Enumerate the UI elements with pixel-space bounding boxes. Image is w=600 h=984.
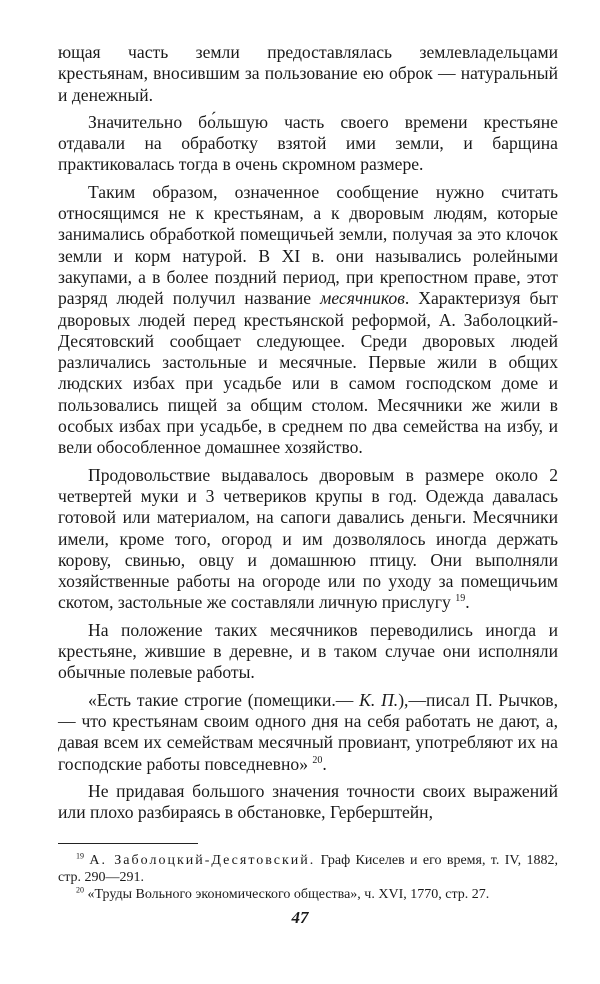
paragraph-6-text-after: ),—писал П. Рычков,— что крестьянам своим одного дня на себя работать не дают, а, давая всем их семействам месячный провиант, употребляют их на господские работы повседневно» (58, 689, 558, 774)
paragraph-2-text: Значительно бо́льшую часть своего времени крестьяне отдавали на обработку взятой ими земли, и барщина практиковалась тогда в очень скромном размере. (58, 111, 558, 175)
footnote-19-author: А. Заболоцкий-Десятовский. (89, 853, 316, 869)
paragraph-6-text-before: «Есть такие строгие (помещики.— (88, 689, 360, 710)
footnote-ref-20[interactable]: 20 (312, 754, 323, 766)
footnote-19-number: 19 (76, 851, 84, 861)
footnote-ref-19[interactable]: 19 (455, 593, 466, 605)
paragraph-6-emphasis: К. П. (359, 689, 399, 710)
paragraph-3-emphasis: месячников (320, 288, 405, 309)
footnote-20-text: «Труды Вольного экономического общества», ч. XVI, 1770, стр. 27. (87, 887, 490, 903)
footnote-20-number: 20 (76, 885, 84, 895)
paragraph-7-text: Не придавая большого значения точности своих выражений или плохо разбираясь в обстановке, Герберштейн, (58, 780, 558, 823)
paragraph-4: Продовольствие выдавалось дворовым в размере около 2 четвертей муки и 3 четвериков крупы в год. Одежда давалась готовой или материалом, на сапоги давались деньги. Месячники имели, кроме того, огород и им дозволялось иногда держать корову, свинью, овцу и домашнюю птицу. Они выполняли хозяйственные работы на огороде или по уходу за помещичьим скотом, застольные же составляли личную прислугу $^{19}$. (58, 464, 558, 613)
paragraph-3-text-before: Таким образом, означенное сообщение нужно считать относящимся не к крестьянам, а к дворовым людям, которые занимались обработкой помещичьей земли, получая за это клочок земли и корм натурой. В XI в. они назывались ролейными закупами, а в более поздний период, при крепостном праве, этот разряд людей получил название (58, 181, 558, 309)
footnote-divider (58, 843, 198, 844)
paragraph-4-text: Продовольствие выдавалось дворовым в размере около 2 четвертей муки и 3 четвериков крупы в год. Одежда давалась готовой или материалом, на сапоги давались деньги. Месячники имели, кроме того, огород и им дозволялось иногда держать корову, свинью, овцу и домашнюю птицу. Они выполняли хозяйственные работы на огороде или по уходу за помещичьим скотом, застольные же составляли личную прислугу (58, 464, 558, 613)
paragraph-6: «Есть такие строгие (помещики.— К. П.),—писал П. Рычков,— что крестьянам своим одного дня на себя работать не дают, а, давая всем их семействам месячный провиант, употребляют их на господские работы повседневно» $^{20}$. (58, 689, 558, 774)
paragraph-1-text: ющая часть земли предоставлялась землевладельцами крестьянам, вносившим за пользование ею оброк — натуральный и денежный. (58, 42, 558, 105)
paragraph-2 (58, 112, 558, 176)
footnote-19 (58, 852, 558, 886)
paragraph-3 (58, 182, 558, 459)
footnote-20 (58, 886, 558, 903)
page-body (58, 42, 558, 903)
paragraph-1 (58, 42, 558, 106)
page-number: 47 (291, 908, 309, 927)
paragraph-3-text-after: . Характеризуя быт дворовых людей перед крестьянской реформой, А. Заболоцкий-Десятовский сообщает следующее. Среди дворовых людей различались застольные и месячные. Первые жили в общих людских избах при усадьбе или в самом господском доме и пользовались пищей за общим столом. Месячники же жили в особых избах при усадьбе, в среднем по два семейства на избу, и вели обособленное домашнее хозяйство. (58, 288, 558, 458)
paragraph-5 (58, 620, 558, 684)
footnote-19-text: Граф Киселев и его время, т. IV, 1882, стр. 290—291. (58, 853, 559, 886)
paragraph-5-text: На положение таких месячников переводились иногда и крестьяне, жившие в деревне, и в таком случае они исполняли обычные полевые работы. (58, 619, 558, 683)
paragraph-7 (58, 781, 558, 824)
